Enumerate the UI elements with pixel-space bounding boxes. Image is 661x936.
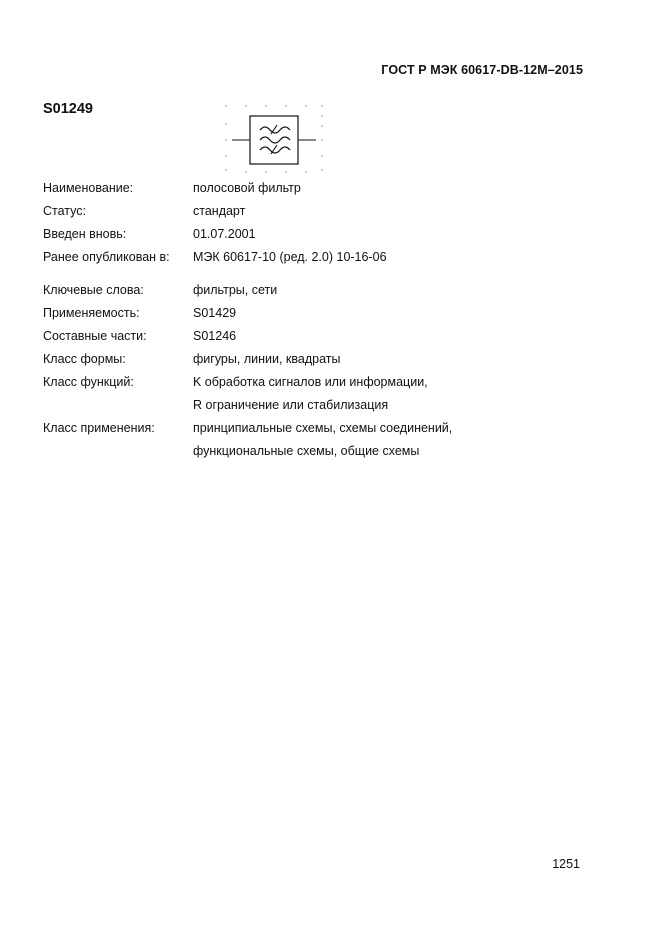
symbol-code: S01249 xyxy=(43,101,93,117)
field-value: принципиальные схемы, схемы соединений, xyxy=(193,421,453,435)
field-label: Класс функций: xyxy=(43,375,134,389)
field-value: 01.07.2001 xyxy=(193,227,256,241)
document-header: ГОСТ Р МЭК 60617-DB-12M–2015 xyxy=(381,63,583,77)
field-row-applicability xyxy=(43,302,563,325)
field-label: Ранее опубликован в: xyxy=(43,250,170,264)
field-value: функциональные схемы, общие схемы xyxy=(193,444,420,458)
field-label: Класс формы: xyxy=(43,352,126,366)
field-value: S01429 xyxy=(193,306,237,320)
field-value: фильтры, сети xyxy=(193,283,278,297)
field-label: Класс применения: xyxy=(43,421,155,435)
filter-waves xyxy=(260,127,290,153)
filter-strokes xyxy=(271,125,277,154)
field-value: стандарт xyxy=(193,204,246,218)
field-row-introduced xyxy=(43,223,563,246)
field-row-keywords xyxy=(43,279,563,302)
page-number: 1251 xyxy=(552,857,580,871)
field-row-previously-published xyxy=(43,246,563,269)
field-value: K обработка сигналов или информации, xyxy=(193,375,428,389)
field-label: Ключевые слова: xyxy=(43,283,144,297)
field-row-status xyxy=(43,200,563,223)
field-value: S01246 xyxy=(193,329,237,343)
field-row-name xyxy=(43,177,563,200)
attribute-list xyxy=(43,177,563,463)
field-label: Введен вновь: xyxy=(43,227,127,241)
field-label: Статус: xyxy=(43,204,86,218)
field-row-application-class xyxy=(43,417,563,463)
field-label: Составные части: xyxy=(43,329,147,343)
field-value: фигуры, линии, квадраты xyxy=(193,352,341,366)
field-row-shape-class xyxy=(43,348,563,371)
field-value: МЭК 60617-10 (ред. 2.0) 10-16-06 xyxy=(193,250,387,264)
field-row-function-class xyxy=(43,371,563,417)
field-value: R ограничение или стабилизация xyxy=(193,398,389,412)
field-value: полосовой фильтр xyxy=(193,181,301,195)
filter-box xyxy=(250,116,298,164)
field-row-components xyxy=(43,325,563,348)
field-label: Применяемость: xyxy=(43,306,140,320)
band-pass-filter-symbol-icon xyxy=(222,102,326,174)
field-label: Наименование: xyxy=(43,181,134,195)
